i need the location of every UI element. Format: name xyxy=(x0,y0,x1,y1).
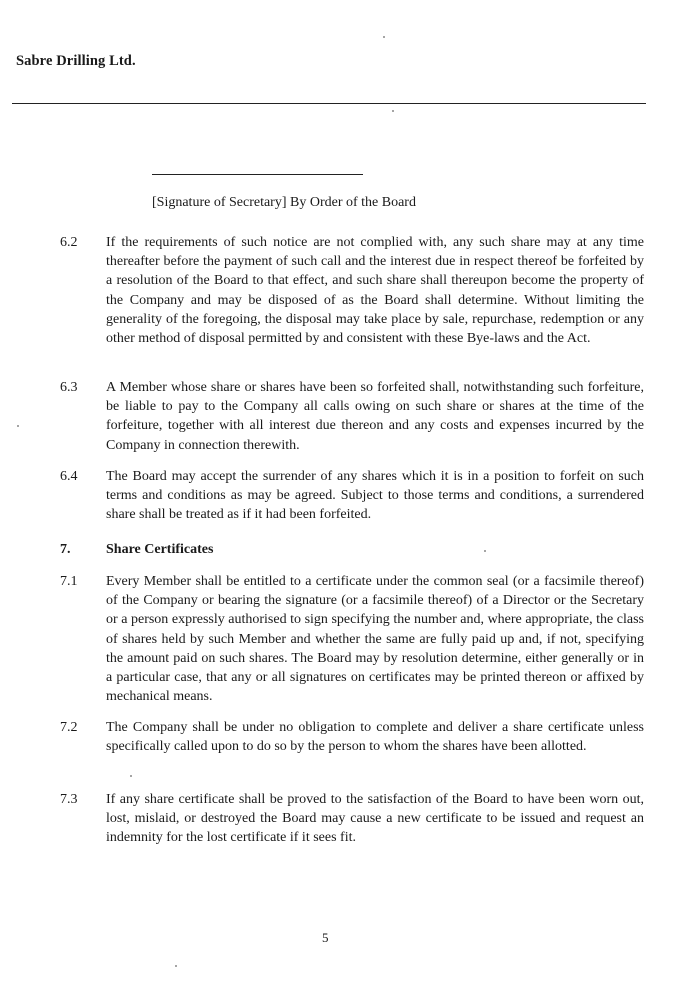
clause-text: If any share certificate shall be proved to the satisfaction of the Board to have been worn out, lost, mislaid, or destroyed the Board may cause a new certificate to be issued and request an indemnity for the lost certificate if it sees fit. xyxy=(106,792,644,846)
company-name: Sabre Drilling Ltd. xyxy=(16,53,136,69)
signature-line xyxy=(152,174,363,175)
clause-text: The Company shall be under no obligation to complete and deliver a share certificate unless specifically called upon to do so by the person to whom the shares have been allotted. xyxy=(106,720,644,755)
section-title: Share Certificates xyxy=(106,542,214,557)
header-divider xyxy=(12,103,646,104)
clause-number: 7.2 xyxy=(60,720,78,735)
clause-text: The Board may accept the surrender of any shares which it is in a position to forfeit on such terms and conditions as may be agreed. Subject to those terms and conditions, a surrendered share shall be treated as if it had been forfeited. xyxy=(106,469,644,523)
clause-number: 7.1 xyxy=(60,574,78,589)
clause-text: A Member whose share or shares have been so forfeited shall, notwithstanding such forfeiture, be liable to pay to the Company all calls owing on such share or shares at the time of the forfeiture, together with all interest due thereon and any costs and expenses incurred by the Company in connection therewith. xyxy=(106,380,644,453)
clause-number: 6.2 xyxy=(60,235,78,250)
scan-speck xyxy=(383,36,385,38)
clause-number: 6.3 xyxy=(60,380,78,395)
clause-number: 7.3 xyxy=(60,792,78,807)
clause-number: 6.4 xyxy=(60,469,78,484)
scan-speck xyxy=(484,550,486,552)
scan-speck xyxy=(130,775,132,777)
scan-speck xyxy=(392,110,394,112)
scan-speck xyxy=(175,965,177,967)
clause-text: Every Member shall be entitled to a certificate under the common seal (or a facsimile thereof) of the Company or bearing the signature (or a facsimile thereof) of a Director or the Secretary or a person expressly authorised to sign specifying the number and, where appropriate, the class of shares held by such Member and whether the same are fully paid up and, if not, specifying the amount paid on such shares. The Board may by resolution determine, either generally or in a particular case, that any or all signatures on certificates may be printed thereon or affixed by mechanical means. xyxy=(106,574,644,705)
page-number: 5 xyxy=(322,930,329,945)
scan-speck xyxy=(17,425,19,427)
clause-text: If the requirements of such notice are not complied with, any such share may at any time thereafter before the payment of such call and the interest due in respect thereof be forfeited by a resolution of the Board to that effect, and such share shall thereupon become the property of the Company and may be disposed of as the Board shall determine. Without limiting the generality of the foregoing, the disposal may take place by sale, repurchase, redemption or any other method of disposal permitted by and consistent with these Bye-laws and the Act. xyxy=(106,235,644,347)
signature-caption: [Signature of Secretary] By Order of the Board xyxy=(152,195,416,210)
section-number: 7. xyxy=(60,542,71,557)
